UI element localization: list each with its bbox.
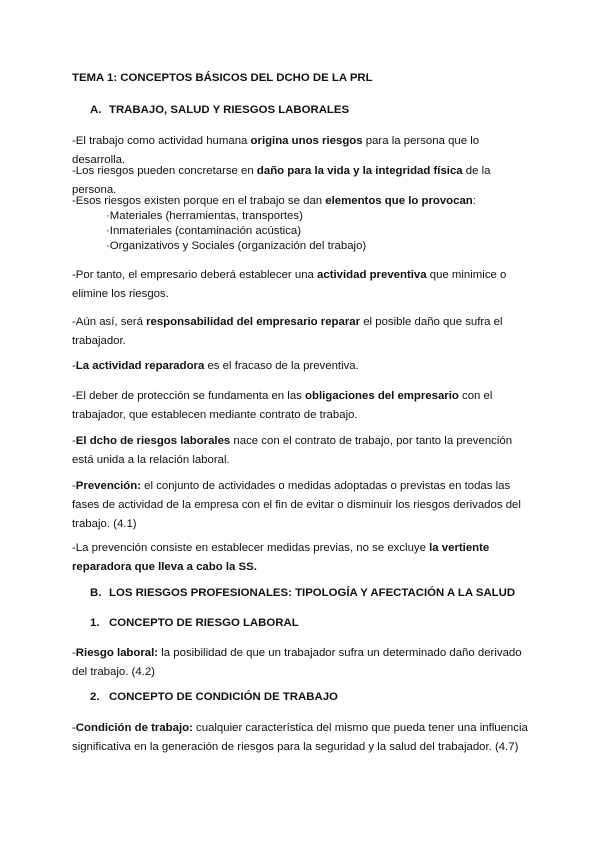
paragraph-10 (72, 539, 532, 577)
paragraph-6 (72, 357, 532, 376)
p4-text-a: -Por tanto, el empresario deberá establecer una (72, 269, 318, 281)
subsection-2-text: CONCEPTO DE CONDICIÓN DE TRABAJO (109, 691, 338, 703)
p1-bold: origina unos riesgos (250, 135, 363, 147)
subsection-2-heading (90, 688, 550, 707)
p5-text-a: -Aún así, será (72, 316, 147, 328)
p11-text-c: la posibilidad de que un trabajador sufra un determinado daño derivado del trabajo. (4.2) (72, 647, 522, 678)
p5-text-c: el posible daño que sufra el trabajador. (72, 316, 503, 347)
bullet-materiales: ·Materiales (herramientas, transportes) (106, 210, 303, 222)
p9-text-c: el conjunto de actividades o medidas adoptadas o previstas en todas las fases de actividad de la empresa con el fin de evitar o disminuir los riesgos derivados del trabajo. (4.1) (72, 480, 521, 530)
p7-text-c: con el trabajador, que establecen mediante contrato de trabajo. (72, 390, 493, 421)
p4-text-c: que minimice o elimine los riesgos. (72, 269, 507, 300)
p6-text-c: es el fracaso de la preventiva. (204, 360, 359, 372)
p11-text-a: - (72, 647, 76, 659)
subsection-2-number: 2. (90, 691, 100, 703)
p10-bold: la vertiente reparadora que lleva a cabo la SS. (72, 542, 490, 573)
p9-bold: Prevención: (75, 480, 141, 492)
p3-text-c: : (472, 195, 476, 207)
p2-bold: daño para la vida y la integridad física (256, 165, 463, 177)
paragraph-8 (72, 432, 532, 470)
paragraph-5 (72, 313, 532, 351)
bullet-organizativos: ·Organizativos y Sociales (organización del trabajo) (106, 240, 367, 252)
paragraph-12 (72, 719, 532, 757)
p1-text-a: -El trabajo como actividad humana (72, 135, 251, 147)
subsection-1-text: CONCEPTO DE RIESGO LABORAL (109, 617, 299, 629)
p9-text-a: - (72, 480, 76, 492)
section-b-letter: B. (90, 587, 102, 599)
p12-bold: Condición de trabajo: (75, 722, 193, 734)
p4-bold: actividad preventiva (317, 269, 427, 281)
p11-bold: Riesgo laboral: (75, 647, 159, 659)
subsection-1-number: 1. (90, 617, 100, 629)
p2-text-c: de la persona. (72, 165, 491, 196)
bullet-inmateriales: ·Inmateriales (contaminación acústica) (106, 225, 301, 237)
paragraph-11 (72, 644, 532, 682)
paragraph-7 (72, 387, 532, 425)
p8-text-a: - (72, 435, 76, 447)
p1-text-c: para la persona que lo desarrolla. (72, 135, 480, 166)
p12-text-a: - (72, 722, 76, 734)
p3-bold: elementos que lo provocan (325, 195, 473, 207)
p7-text-a: -El deber de protección se fundamenta en las (72, 390, 306, 402)
section-b-text: LOS RIESGOS PROFESIONALES: TIPOLOGÍA Y AFECTACIÓN A LA SALUD (109, 587, 516, 599)
p8-bold: El dcho de riesgos laborales (75, 435, 231, 447)
p5-bold: responsabilidad del empresario reparar (146, 316, 361, 328)
p10-text-a: -La prevención consiste en establecer medidas previas, no se excluye (72, 542, 430, 554)
p12-text-c: cualquier característica del mismo que pueda tener una influencia significativa en la generación de riesgos para la seguridad y la salud del trabajador. (4.7) (72, 722, 528, 753)
document-title: TEMA 1: CONCEPTOS BÁSICOS DEL DCHO DE LA PRL (72, 72, 373, 84)
p6-bold: La actividad reparadora (75, 360, 205, 372)
section-b-heading (90, 584, 550, 603)
p3-text-a: -Esos riesgos existen porque en el trabajo se dan (72, 195, 326, 207)
paragraph-4 (72, 266, 532, 304)
paragraph-9 (72, 477, 532, 534)
p8-text-c: nace con el contrato de trabajo, por tanto la prevención está unida a la relación laboral. (72, 435, 513, 466)
p7-bold: obligaciones del empresario (305, 390, 459, 402)
subsection-1-heading (90, 614, 550, 633)
section-a-heading (90, 101, 550, 120)
p6-text-a: - (72, 360, 76, 372)
p2-text-a: -Los riesgos pueden concretarse en (72, 165, 257, 177)
section-a-text: TRABAJO, SALUD Y RIESGOS LABORALES (109, 104, 350, 116)
section-a-letter: A. (90, 104, 102, 116)
